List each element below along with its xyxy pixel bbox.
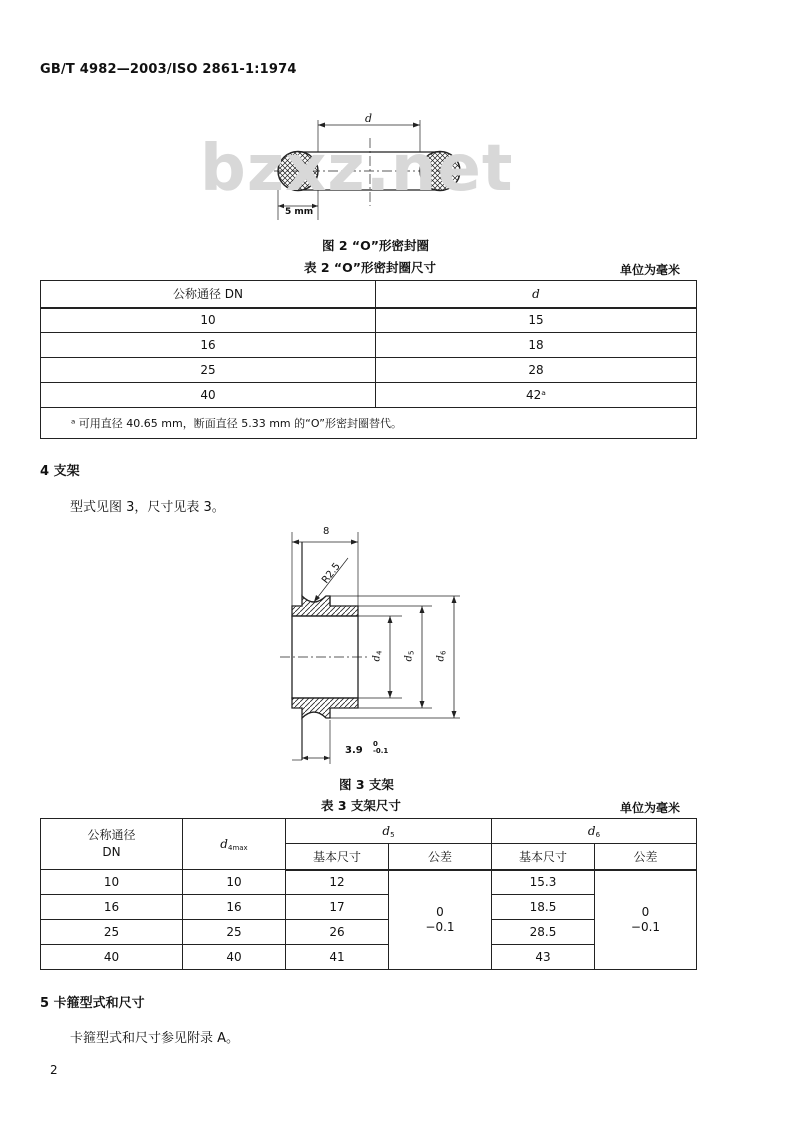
table-cell: 25 [41,920,183,945]
page-number: 2 [50,1063,58,1077]
table-cell: 41 [286,945,389,970]
table-3-caption: 表 3 支架尺寸 [321,798,401,813]
table-3-header-dn [41,819,183,870]
table-cell: 16 [41,333,376,358]
table-3-header-d4max: $d_{4max}$ [183,819,286,870]
table-3-header-d6: $d_6$ [492,819,697,844]
table-cell: 15 [376,308,697,333]
tolerance-lower: −0.1 [630,919,661,934]
table-cell: 10 [41,308,376,333]
table-2-footnote: ᵃ 可用直径 40.65 mm，断面直径 5.33 mm 的“O”形密封圈替代。 [41,408,697,439]
section-5-title: 5 卡箍型式和尺寸 [40,996,145,1011]
table-2-header-d: d [376,281,697,308]
table-3-header-d5-basic: 基本尺寸 [286,844,389,870]
table-2-caption: 表 2 “O”形密封圈尺寸 [304,260,436,275]
dimension-width-tolerance [373,741,388,755]
section-4-text: 型式见图 3，尺寸见表 3。 [70,500,225,515]
table-cell: 15.3 [492,870,595,895]
table-2 [40,280,697,439]
dimension-8-label: 8 [323,526,330,537]
tolerance-upper: 0 [436,904,444,919]
table-cell: 10 [183,870,286,895]
tolerance-upper: 0 [641,904,650,919]
table-cell: 16 [183,895,286,920]
table-row [41,358,697,383]
table-cell: 10 [41,870,183,895]
table-row [41,383,697,408]
table-cell: 18 [376,333,697,358]
table-cell: 40 [41,945,183,970]
table-2-unit: 单位为毫米 [620,263,681,277]
dimension-r-label: R2.5 [320,561,343,586]
table-cell: 25 [41,358,376,383]
table-cell: 28.5 [492,920,595,945]
watermark: bzxz.net [200,132,514,206]
table-3-unit: 单位为毫米 [620,801,681,815]
table-cell: 17 [286,895,389,920]
table-cell: 40 [41,383,376,408]
table-3-d5-tolerance [389,870,492,970]
table-cell: 28 [376,358,697,383]
section-4-title: 4 支架 [40,464,80,479]
table-3-header-d6-basic: 基本尺寸 [492,844,595,870]
table-cell: 42ᵃ [376,383,697,408]
table-row [41,333,697,358]
figure-2-caption: 图 2 “O”形密封圈 [322,238,429,253]
table-cell: 12 [286,870,389,895]
bracket-figure [270,522,470,767]
table-3-header-d6-tol: 公差 [595,844,697,870]
table-row [41,308,697,333]
table-cell: 40 [183,945,286,970]
table-cell: 26 [286,920,389,945]
dimension-d-label: d [365,112,373,125]
figure-3-caption: 图 3 支架 [339,777,394,792]
table-3-d6-tolerance [595,870,697,970]
dimension-5mm-label: 5 mm [285,207,314,217]
table-cell: 16 [41,895,183,920]
tolerance-lower: −0.1 [425,919,455,934]
dimension-d5-label: $d_5$ [403,650,416,662]
section-5-text: 卡箍型式和尺寸参见附录 A。 [70,1031,240,1046]
dimension-width-label: 3.9 [345,745,363,756]
header-dn-line2: DN [102,845,121,859]
dimension-d4-label: $d_4$ [371,650,384,662]
header-dn-line1: 公称通径 [87,828,136,842]
table-cell: 43 [492,945,595,970]
tolerance-upper: 0 [373,740,378,748]
tolerance-lower: -0.1 [373,747,389,755]
dimension-d6-label: $d_6$ [435,650,448,662]
document-header: GB/T 4982—2003/ISO 2861-1:1974 [40,62,297,77]
table-2-header-dn: 公称通径 DN [41,281,376,308]
table-3-header-d5: $d_5$ [286,819,492,844]
table-cell: 25 [183,920,286,945]
table-row [41,870,697,895]
table-cell: 18.5 [492,895,595,920]
table-3 [40,818,697,970]
table-3-header-d5-tol: 公差 [389,844,492,870]
